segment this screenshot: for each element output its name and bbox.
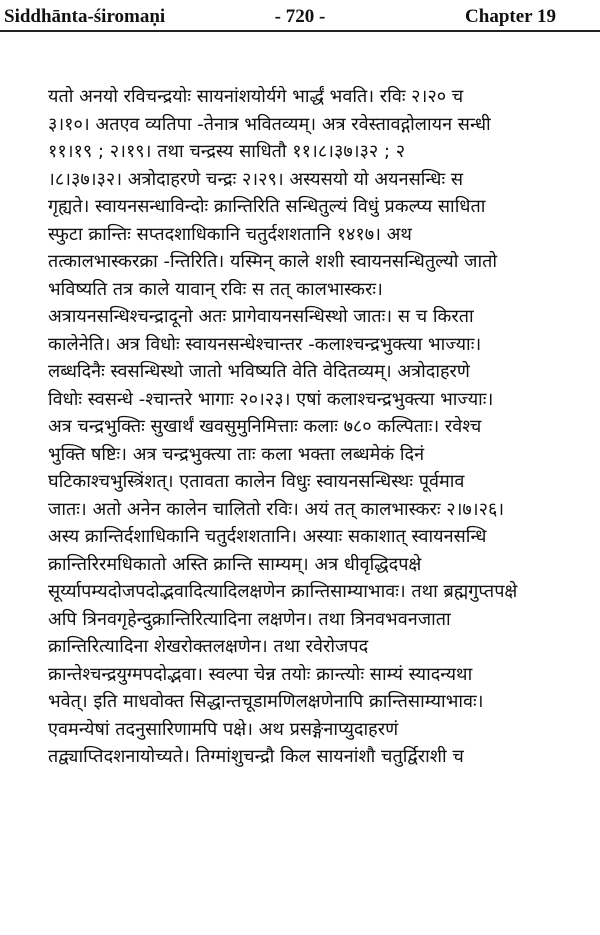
header-divider	[0, 30, 600, 32]
text-line: घटिकाश्चभुस्त्रिंशत्। एतावता कालेन विधुः स्वायनसन्धिस्थः पूर्वमाव	[48, 471, 465, 492]
book-title: Siddhānta-śiromaṇi	[4, 6, 166, 27]
text-line: विधोः स्वसन्धे -श्चान्तरे भागाः २०।२३। एषां कलाश्चन्द्रभुक्त्या भाज्याः।	[48, 388, 494, 410]
text-line: क्रान्तिरिरमधिकातो अस्ति क्रान्ति साम्यम्। अत्र धीवृद्धिदपक्षे	[48, 553, 422, 575]
text-line: भवेत्। इति माधवोक्त सिद्धान्तचूडामणिलक्षणेनापि क्रान्तिसाम्याभावः।	[48, 691, 484, 712]
text-line: ३।१०। अतएव व्यतिपा -तेनात्र भवितव्यम्। अत्र रवेस्तावद्गोलायन सन्धी	[48, 113, 491, 135]
chapter-label: Chapter 19	[465, 6, 556, 27]
text-line: लब्धदिनैः स्वसन्धिस्थो जातो भविष्यति वेति वेदितव्यम्। अत्रोदाहरणे	[48, 361, 470, 382]
text-line: कालेनेति। अत्र विधोः स्वायनसन्धेश्चान्तर -कलाश्चन्द्रभुक्त्या भाज्याः।	[48, 333, 482, 355]
text-line: सूर्य्यापम्यदोजपदोद्भवादित्यादिलक्षणेन क्रान्तिसाम्याभावः। तथा ब्रह्मगुप्तपक्षे	[48, 581, 518, 602]
text-line: अस्य क्रान्तिर्दशाधिकानि चतुर्दशशतानि। अस्याः सकाशात् स्वायनसन्धि	[48, 526, 487, 547]
text-line: तद्व्याप्तिदशनायोच्यते। तिग्मांशुचन्द्रौ किल सायनांशौ चतुर्द्विराशी च	[48, 746, 464, 767]
text-line: यतो अनयो रविचन्द्रयोः सायनांशयोर्यगे भार्द्धं भवति। रविः २।२० च	[48, 86, 464, 107]
text-line: अत्र चन्द्रभुक्तिः सुखार्थं खवसुमुनिमित्ताः कलाः ७८० कल्पिताः। रवेश्च	[48, 416, 482, 437]
text-line: स्फुटा क्रान्तिः सप्तदशाधिकानि चतुर्दशशतानि १४१७। अथ	[48, 223, 412, 245]
text-line: क्रान्तेश्चन्द्रयुग्मपदोद्भवा। स्वल्पा चेन्न तयोः क्रान्त्योः साम्यं स्यादन्यथा	[48, 663, 473, 685]
text-line: गृह्यते। स्वायनसन्धाविन्दोः क्रान्तिरिति सन्धितुल्यं विधुं प्रकल्प्य साधिता	[48, 196, 486, 217]
text-line: तत्कालभास्करक्रा -न्तिरिति। यस्मिन् काले शशी स्वायनसन्धितुल्यो जातो	[48, 251, 498, 272]
text-line: एवमन्येषां तदनुसारिणामपि पक्षे। अथ प्रसङ्गेनाप्युदाहरणं	[48, 718, 399, 740]
text-line: अपि त्रिनवगृहेन्दुक्रान्तिरित्यादिना लक्षणेन। तथा त्रिनवभवनजाता	[48, 608, 451, 630]
page-header	[0, 6, 600, 30]
text-line: भुक्ति षष्टिः। अत्र चन्द्रभुक्त्या ताः कला भक्ता लब्धमेकं दिनं	[48, 443, 425, 465]
body-text	[48, 83, 578, 771]
text-line: क्रान्तिरित्यादिना शेखरोक्तलक्षणेन। तथा रवेरोजपद	[48, 636, 369, 657]
page-number: - 720 -	[274, 6, 326, 27]
text-line: भविष्यति तत्र काले यावान् रविः स तत् कालभास्करः।	[48, 278, 383, 300]
text-line: जातः। अतो अनेन कालेन चालितो रविः। अयं तत् कालभास्करः २।७।२६।	[48, 498, 505, 520]
text-line: अत्रायनसन्धिश्चन्द्रादूनो अतः प्रागेवायनसन्धिस्थो जातः। स च किरता	[48, 306, 474, 327]
text-line: ।८।३७।३२। अत्रोदाहरणे चन्द्रः २।२९। अस्यसयो यो अयनसन्धिः स	[48, 168, 463, 190]
text-line: ११।१९ ; २।१९। तथा चन्द्रस्य साधितौ ११।८।३७।३२ ; २	[48, 141, 406, 162]
